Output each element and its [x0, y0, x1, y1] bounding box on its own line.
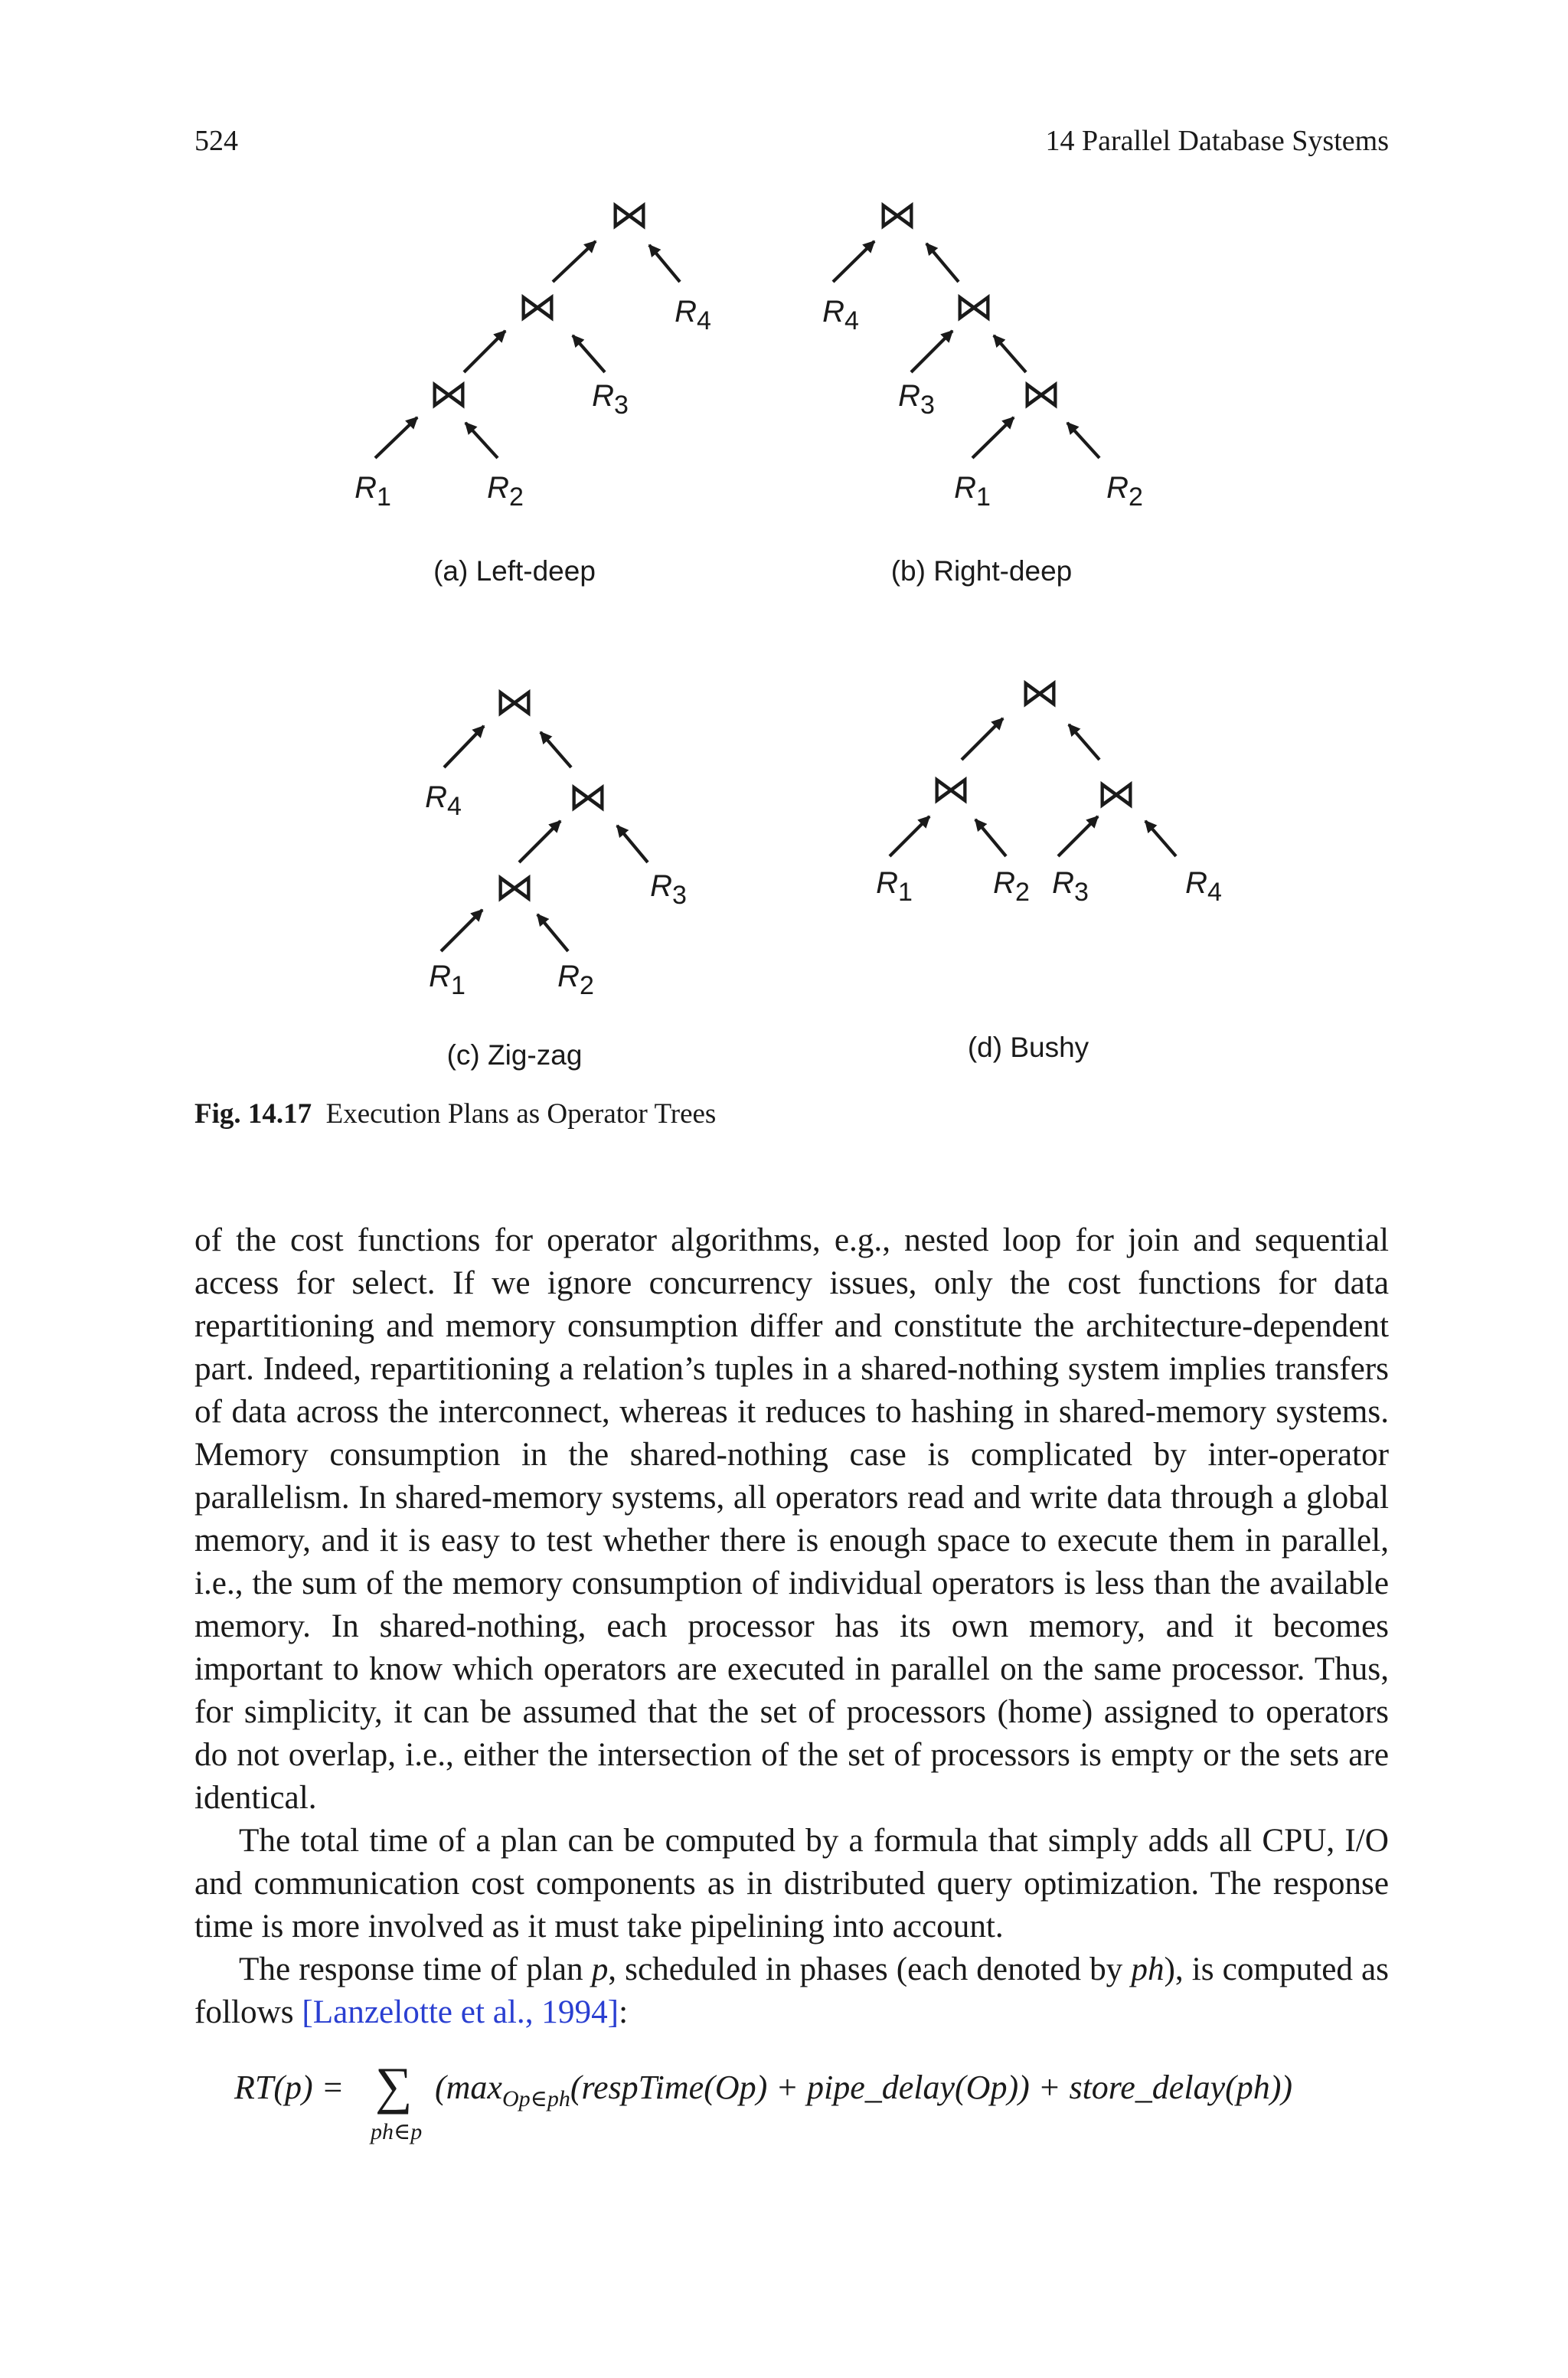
- edge-arrow: [911, 331, 952, 372]
- edge-arrow: [617, 826, 648, 862]
- edge-arrow: [573, 335, 605, 372]
- relation-r3: $R_3$: [650, 869, 687, 910]
- relation-r1: $R_1$: [954, 471, 991, 512]
- join-operator: ⋈: [954, 284, 994, 330]
- edge-arrow: [975, 819, 1006, 856]
- edge-arrow: [994, 335, 1026, 372]
- paragraph-2: The total time of a plan can be computed by a formula that simply adds all CPU, I/O and communication cost components as in distributed query optimization. The response time is more involved as it must take pipelining into account.: [194, 1823, 1389, 1945]
- running-head: 14 Parallel Database Systems: [1045, 125, 1389, 157]
- edge-arrow: [537, 914, 568, 951]
- join-operator: ⋈: [877, 192, 917, 238]
- paragraph-3-text: The response time of plan: [239, 1951, 592, 1987]
- join-operator: ⋈: [495, 679, 534, 725]
- formula-lhs: RT(p) =: [234, 2069, 345, 2106]
- edge-arrow: [1069, 725, 1099, 760]
- formula-rhs: ($\max_{Op\in ph}(respTime(Op)$ + pipe_delay(Op)) + store_delay(ph)): [435, 2069, 1293, 2111]
- edge-arrow: [833, 241, 874, 282]
- edge-arrow: [926, 244, 959, 282]
- body-text: [194, 1219, 1389, 2034]
- figure-caption: [194, 1097, 716, 1130]
- join-operator: ⋈: [609, 192, 649, 238]
- caption-number: Fig. 14.17: [194, 1098, 312, 1130]
- subfigure-label: (c) Zig-zag: [446, 1039, 583, 1071]
- figure-operator-trees: [0, 0, 1568, 1103]
- edge-arrow: [375, 417, 417, 458]
- paragraph-3-text: , scheduled in phases (each denoted by: [608, 1951, 1132, 1987]
- edge-arrow: [466, 423, 498, 458]
- relation-r3: $R_3$: [1052, 866, 1089, 907]
- paragraph-3-text: :: [619, 1994, 629, 2030]
- relation-r3: $R_3$: [898, 379, 935, 420]
- relation-r2: $R_2$: [557, 960, 594, 1000]
- relation-r1: $R_1$: [429, 960, 466, 1000]
- paragraph-3: [194, 1948, 1389, 2034]
- relation-r2: $R_2$: [993, 866, 1030, 907]
- subfigure-label: (a) Left-deep: [433, 555, 596, 587]
- max-subscript: Op∈ph: [501, 2085, 570, 2111]
- relation-r1: $R_1$: [354, 471, 391, 512]
- join-operator: ⋈: [518, 284, 557, 330]
- join-operator: ⋈: [1020, 670, 1060, 716]
- edge-arrow: [972, 417, 1014, 458]
- edge-arrow: [541, 732, 571, 767]
- page-number: 524: [194, 125, 238, 157]
- sum-symbol: ∑: [375, 2056, 413, 2115]
- caption-text: Execution Plans as Operator Trees: [325, 1098, 717, 1130]
- join-operator: ⋈: [931, 767, 971, 813]
- edge-arrow: [553, 241, 596, 282]
- relation-r2: $R_2$: [1106, 471, 1143, 512]
- response-time-formula: [234, 2056, 1389, 2154]
- edge-arrow: [1067, 423, 1099, 458]
- edge-arrow: [962, 718, 1003, 760]
- var-p: p: [591, 1951, 609, 1987]
- join-operator: ⋈: [568, 774, 608, 820]
- edge-arrow: [1058, 816, 1098, 856]
- relation-r4: $R_4$: [425, 780, 462, 821]
- relation-r4: $R_4$: [675, 295, 711, 335]
- paragraph-3-text: ), is computed as follows: [194, 1951, 1389, 2030]
- citation-link[interactable]: [Lanzelotte et al., 1994]: [302, 1994, 619, 2030]
- join-operator: ⋈: [1021, 371, 1061, 417]
- paragraph-1: of the cost functions for operator algorithms, e.g., nested loop for join and sequential access for select. If we ignore concurrency issues, only the cost functions for data repartitioning and memory consumption differ and constitute the architecture-dependent part. Indeed, repartitioning a relation’s tuples in a shared-nothing system implies transfers of data across the interconnect, whereas it reduces to hashing in shared-memory systems. Memory consumption in the shared-nothing case is complicated by inter-operator parallelism. In shared-memory systems, all operators read and write data through a global memory, and it is easy to test whether there is enough space to execute them in parallel, i.e., the sum of the memory consumption of individual operators is less than the available memory. In shared-nothing, each processor has its own memory, and it becomes important to know which operators are executed in parallel on the same processor. Thus, for simplicity, it can be assumed that the set of processors (home) assigned to operators do not overlap, i.e., either the intersection of the set of processors is empty or the sets are identical.: [194, 1222, 1389, 1816]
- edge-arrow: [1145, 821, 1176, 856]
- edge-arrow: [444, 726, 484, 767]
- edge-arrow: [649, 245, 680, 282]
- join-operator: ⋈: [1096, 771, 1136, 817]
- subfigure-label: (b) Right-deep: [890, 555, 1073, 587]
- subfigure-label: (d) Bushy: [967, 1032, 1089, 1063]
- edge-arrow: [519, 821, 560, 862]
- edge-arrow: [890, 816, 929, 856]
- relation-r4: $R_4$: [1185, 866, 1222, 907]
- relation-r1: $R_1$: [876, 866, 913, 907]
- sum-subscript: ph∈p: [371, 2119, 423, 2144]
- edge-arrow: [464, 331, 505, 372]
- join-operator: ⋈: [429, 371, 469, 417]
- join-operator: ⋈: [495, 865, 534, 911]
- relation-r4: $R_4$: [822, 295, 859, 335]
- edge-arrow: [441, 910, 482, 951]
- var-ph: ph: [1131, 1951, 1165, 1987]
- relation-r2: $R_2$: [487, 471, 524, 512]
- relation-r3: $R_3$: [592, 379, 629, 420]
